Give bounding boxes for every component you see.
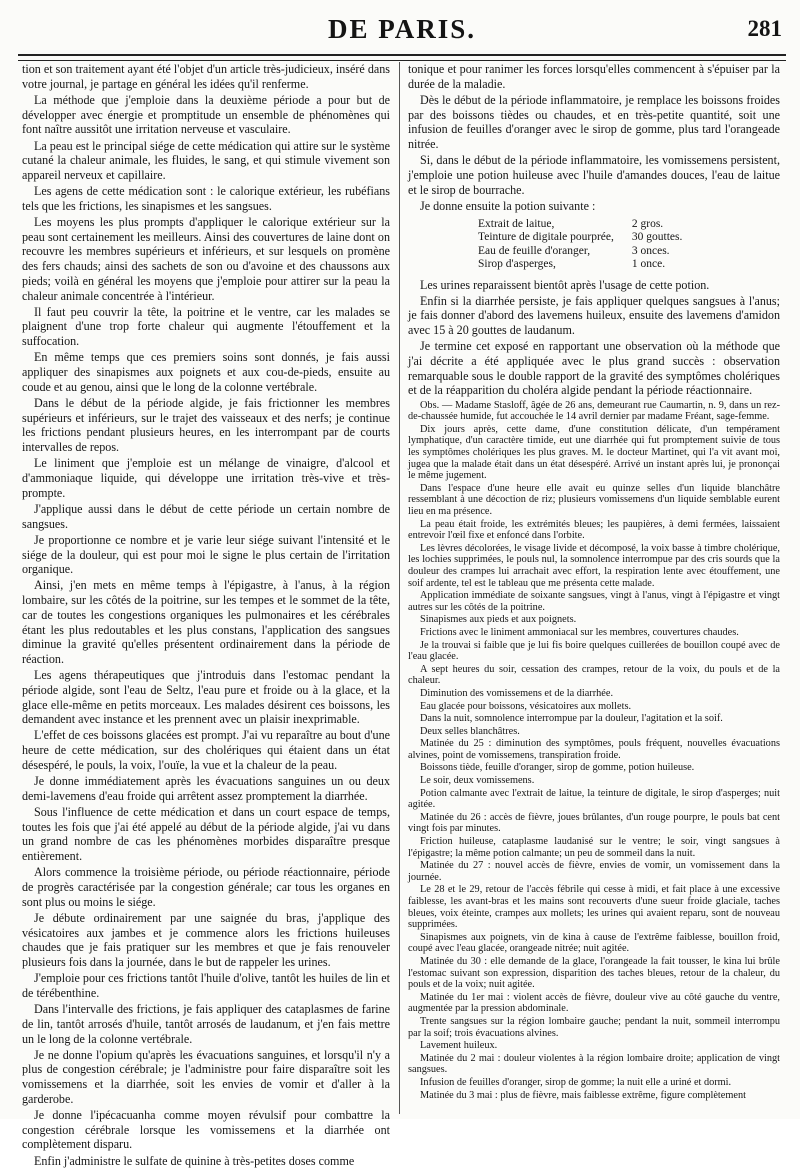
paragraph: Matinée du 1er mai : violent accès de fièvre, douleur vive au côté gauche du ventre, augmentée par la pression abdominale. [408, 991, 780, 1015]
paragraph: Dix jours après, cette dame, d'une constitution délicate, d'un tempérament lymphatique, d'un caractère timide, eut une diarrhée qui fut promptement suivie de tous les symptômes cholériques les plus graves. M. le docteur Martinet, qui l'a vit avant moi, jugea que la malade était dans un état désespéré. Arrivé un instant après lui, je prononçai le même jugement. [408, 423, 780, 482]
paragraph: Deux selles blanchâtres. [420, 725, 520, 737]
paragraph: Matinée du 26 : accès de fièvre, joues brûlantes, d'un rouge pourpre, le pouls bat cent vingt fois par minutes. [408, 811, 780, 835]
paragraph: Je ne donne l'opium qu'après les évacuations sanguines, et lorsqu'il n'y a plus de congestion cérébrale; je l'administre pour faire disparaître soit les vomissemens et la diarrhée, soit les envies de vomir et d'aller à la garderobe. [22, 1047, 390, 1106]
paragraph: Matinée du 3 mai : plus de fièvre, mais faiblesse extrême, figure complètement [420, 1089, 746, 1101]
paragraph: J'applique aussi dans le début de cette période un certain nombre de sangsues. [22, 501, 390, 531]
paragraph: Frictions avec le liniment ammoniacal sur les membres, couvertures chaudes. [420, 626, 739, 638]
recipe-row [478, 258, 686, 272]
paragraph: Enfin j'administre le sulfate de quinine à très-petites doses comme [34, 1153, 355, 1168]
right-column-conclusion [408, 278, 780, 399]
paragraph: En même temps que ces premiers soins sont donnés, je fais aussi appliquer des sinapismes aux poignets et aux cou-de-pieds, ensuite au coude et au genou, ainsi que le long de la colonne vertébrale. [22, 350, 390, 394]
paragraph: Dans la nuit, somnolence interrompue par la douleur, l'agitation et la soif. [420, 713, 723, 725]
paragraph: Je la trouvai si faible que je lui fis boire quelques cuillerées de bouillon coupé avec de l'eau glacée. [408, 639, 780, 663]
paragraph: L'effet de ces boissons glacées est prompt. J'ai vu reparaître au bout d'une heure de cette médication, sur des cholériques qui étaient dans un état désespéré, le pouls, la voix, l'ouïe, la vue et la chaleur de la peau. [22, 728, 390, 772]
paragraph: Enfin si la diarrhée persiste, je fais appliquer quelques sangsues à l'anus; je fais donner d'abord des lavemens huileux, ensuite des lavemens d'amidon avec 15 à 20 gouttes de laudanum. [408, 293, 780, 338]
paragraph: Obs. — Madame Stasloff, âgée de 26 ans, demeurant rue Caumartin, n. 9, dans un rez-de-chaussée humide, fut accouchée le 14 avril dernier par madame Fréant, sage-femme. [408, 399, 780, 423]
paragraph: Je termine cet exposé en rapportant une observation où la méthode que j'ai décrite a été appliquée avec le plus grand succès : observation remarquable sous le double rapport de la gravité des symptômes cholériques et de la réapparition du choléra algide pendant la période réactionnaire. [408, 339, 780, 398]
recipe-row [478, 231, 686, 245]
paragraph: Matinée du 2 mai : douleur violentes à la région lombaire droite; application de vingt sangsues. [408, 1052, 780, 1076]
paragraph: Je donne l'ipécacuanha comme moyen révulsif pour combattre la congestion cérébrale lorsque les vomissemens et la diarrhée ont complètement disparu. [22, 1108, 390, 1152]
recipe-quantity: 1 once. [631, 258, 666, 271]
paragraph: Sinapismes aux pieds et aux poignets. [420, 614, 577, 626]
paragraph: Je donne ensuite la potion suivante : [420, 198, 596, 213]
paragraph: Il faut peu couvrir la tête, la poitrine et le ventre, car les malades se plaignent d'une trop forte chaleur qui augmente l'étouffement et la suffocation. [22, 304, 390, 349]
paragraph: A sept heures du soir, cessation des crampes, retour de la voix, du pouls et de la chaleur. [408, 663, 780, 687]
paragraph: tonique et pour ranimer les forces lorsqu'elles commencent à s'épuiser par la durée de la maladie. [408, 62, 780, 91]
column-separator [399, 62, 400, 1114]
paragraph: Le liniment que j'emploie est un mélange de vinaigre, d'alcool et d'ammoniaque liquide, qui développe une irritation très-vive et très-prompte. [22, 456, 390, 500]
paragraph: Si, dans le début de la période inflammatoire, les vomissemens persistent, j'emploie une potion huileuse avec l'huile d'amandes douces, l'eau de laitue et le sirop de bourrache. [408, 153, 780, 197]
paragraph: Matinée du 25 : diminution des symptômes, pouls fréquent, nouvelles évacuations alvines, point de vomissemens, transpiration froide. [408, 738, 780, 761]
paragraph: Le soir, deux vomissemens. [420, 775, 535, 787]
paragraph: Potion calmante avec l'extrait de laitue, la teinture de digitale, le sirop d'asperges; nuit agitée. [408, 787, 780, 811]
paragraph: Dès le début de la période inflammatoire, je remplace les boissons froides par des boissons tièdes ou chaudes, et en très-petite quantité, soit une infusion de feuilles d'oranger avec le sirop de gomme, plus tard l'orangeade nitrée. [408, 92, 780, 152]
paragraph: Les agens de cette médication sont : le calorique extérieur, les rubéfians tels que les frictions, les sinapismes et les sangsues. [22, 184, 390, 213]
recipe-ingredient: Extrait de laitue, [478, 217, 555, 230]
paragraph: Les lèvres décolorées, le visage livide et décomposé, la voix basse à timbre cholérique, les lochies supprimées, le pouls nul, la somnolence interrompue par des cris sourds que la douleur des crampes lui arrachait avec effort, la respiration lente avec étouffement, une soif ardente, tel est le tableau que me présenta cette malade. [408, 542, 780, 589]
recipe-quantity: 30 gouttes. [631, 231, 683, 244]
right-column [408, 62, 780, 1114]
page-number: 281 [747, 16, 782, 41]
recipe-ingredient: Sirop d'asperges, [478, 258, 556, 271]
paragraph: Eau glacée pour boissons, vésicatoires aux mollets. [420, 700, 632, 712]
recipe-ingredient: Eau de feuille d'oranger, [478, 244, 591, 257]
paragraph: Trente sangsues sur la région lombaire gauche; pendant la nuit, sommeil interrompu par la soif; trois évacuations alvines. [408, 1015, 780, 1039]
paragraph: La peau est le principal siége de cette médication qui attire sur le système cutané la chaleur animale, les fluides, le sang, et qui stimule vivement son appareil nerveux et capillaire. [22, 138, 390, 182]
paragraph: Dans l'intervalle des frictions, je fais appliquer des cataplasmes de farine de lin, tantôt arrosés d'huile, tantôt arrosés de laudanum, et j'en fais mettre un le long de la colonne vertébrale. [22, 1002, 390, 1046]
paragraph: Je débute ordinairement par une saignée du bras, j'applique des vésicatoires aux jambes et je commence alors les frictions huileuses chaudes que je fais pratiquer sur les membres et que je fais renouveler plusieurs fois dans la journée, dans le but de rappeler les urines. [22, 910, 390, 969]
paragraph: Je proportionne ce nombre et je varie leur siége suivant l'intensité et le siége de la douleur, qui est pour moi le signe le plus certain de l'irritation organique. [22, 532, 390, 577]
paragraph: Les urines reparaissent bientôt après l'usage de cette potion. [420, 277, 710, 292]
paragraph: La peau était froide, les extrémités bleues; les paupières, à demi fermées, laissaient entrevoir l'œil fixe et enfoncé dans l'orbite. [408, 518, 780, 542]
recipe-row [478, 245, 686, 259]
paragraph: Les agens thérapeutiques que j'introduis dans l'estomac pendant la période algide, sont l'eau de Seltz, l'eau pure et froide ou à la glace, et la glace elle-même en petits morceaux. Les malades désirent ces boissons, les demandent avec instance et les prennent avec un plaisir inexprimable. [22, 668, 390, 727]
paragraph: Friction huileuse, cataplasme laudanisé sur le ventre; le soir, vingt sangsues à l'épigastre; la même potion calmante; un peu de sommeil dans la nuit. [408, 836, 780, 859]
recipe-row [478, 218, 686, 232]
paragraph: Dans l'espace d'une heure elle avait eu quinze selles d'un liquide blanchâtre ressemblant à une décoction de riz; plusieurs vomissemens d'un liquide semblable eurent lieu en ma présence. [408, 482, 780, 517]
paragraph: Le 28 et le 29, retour de l'accès fébrile qui cesse à midi, et fait place à une excessive faiblesse, les avant-bras et les mains sont recouverts d'une sueur froide glaciale, taches bleues, voix éteinte, crampes aux mollets; les urines qui avaient reparu, sont de nouveau supprimées. [408, 884, 780, 931]
recipe-ingredient: Teinture de digitale pourprée, [478, 231, 614, 244]
paragraph: Matinée du 30 : elle demande de la glace, l'orangeade la fait tousser, le kina lui brûle l'estomac suivant son expression, disparition des taches bleues, retour de la chaleur, du pouls et de la voix; nuit agitée. [408, 955, 780, 991]
left-column [22, 62, 390, 1168]
paragraph: J'emploie pour ces frictions tantôt l'huile d'olive, tantôt les huiles de lin et de térébenthine. [22, 971, 390, 1000]
right-column-intro [408, 62, 780, 214]
paragraph: Les moyens les plus prompts d'appliquer le calorique extérieur sur la peau sont certainement les meilleurs. Ainsi des couvertures de laine dont on recouvre les membres supérieurs et inférieurs, et sur lesquels on promène des fers chauds; ainsi des sachets de son ou d'avoine et des chaussons aux pieds; voilà en général les moyens que j'emploie pour attirer sur la peau la chaleur animale concentrée à l'intérieur. [22, 215, 390, 303]
paragraph: Boissons tiède, feuille d'oranger, sirop de gomme, potion huileuse. [420, 762, 695, 774]
paragraph: Diminution des vomissemens et de la diarrhée. [420, 687, 614, 699]
paragraph: Je donne immédiatement après les évacuations sanguines un ou deux demi-lavemens d'eau froide qui arrêtent assez promptement la diarrhée. [22, 774, 390, 803]
recipe-table [478, 218, 686, 272]
recipe-quantity: 3 onces. [631, 244, 670, 257]
paragraph: tion et son traitement ayant été l'objet d'un article très-judicieux, inséré dans votre journal, je partage en général les idées qu'il renferme. [22, 62, 390, 91]
header-rule [18, 54, 786, 61]
paragraph: Dans le début de la période algide, je fais frictionner les membres supérieurs et inférieurs, sur le trajet des vaisseaux et des nerfs; je continue les frictions pendant plusieurs heures, en les interrompant par de courts intervalles de repos. [22, 395, 390, 455]
paragraph: Sinapismes aux poignets, vin de kina à cause de l'extrême faiblesse, bouillon froid, coupé avec l'eau glacée, orangeade nitrée; nuit agitée. [408, 931, 780, 955]
paragraph: Ainsi, j'en mets en même temps à l'épigastre, à l'anus, à la région lombaire, sur les côtés de la poitrine, sur les tempes et le sommet de la tête, car de toutes les congestions organiques les pulmonaires et les cérébrales étant les plus redoutables et les plus constans, l'application des sangsues diminue la gravité qu'elles présentent ordinairement dans la période de réaction. [22, 578, 390, 666]
paragraph: La méthode que j'emploie dans la deuxième période a pour but de développer avec énergie et promptitude un ensemble de phénomènes qui font naître aussitôt une irritation nerveuse et vasculaire. [22, 92, 390, 137]
page-header [18, 14, 786, 48]
paragraph: Alors commence la troisième période, ou période réactionnaire, période de progrès caractérisée par la congestion générale; car tous les organes en sont plus ou moins le siége. [22, 865, 390, 909]
paragraph: Application immédiate de soixante sangsues, vingt à l'anus, vingt à l'épigastre et vingt autres sur les côtés de la poitrine. [408, 590, 780, 613]
paragraph: Lavement huileux. [420, 1040, 498, 1052]
paragraph: Infusion de feuilles d'oranger, sirop de gomme; la nuit elle a uriné et dormi. [420, 1076, 732, 1088]
observation-case [408, 400, 780, 1101]
recipe-quantity: 2 gros. [631, 217, 664, 230]
page-title: DE PARIS. [327, 14, 477, 44]
paragraph: Sous l'influence de cette médication et dans un court espace de temps, toutes les fois que j'ai été appelé au début de la période algide, j'ai vu dans un grand nombre de cas les phénomènes morbides disparaître presque entièrement. [22, 804, 390, 864]
paragraph: Matinée du 27 : nouvel accès de fièvre, envies de vomir, un vomissement dans la journée. [408, 860, 780, 883]
